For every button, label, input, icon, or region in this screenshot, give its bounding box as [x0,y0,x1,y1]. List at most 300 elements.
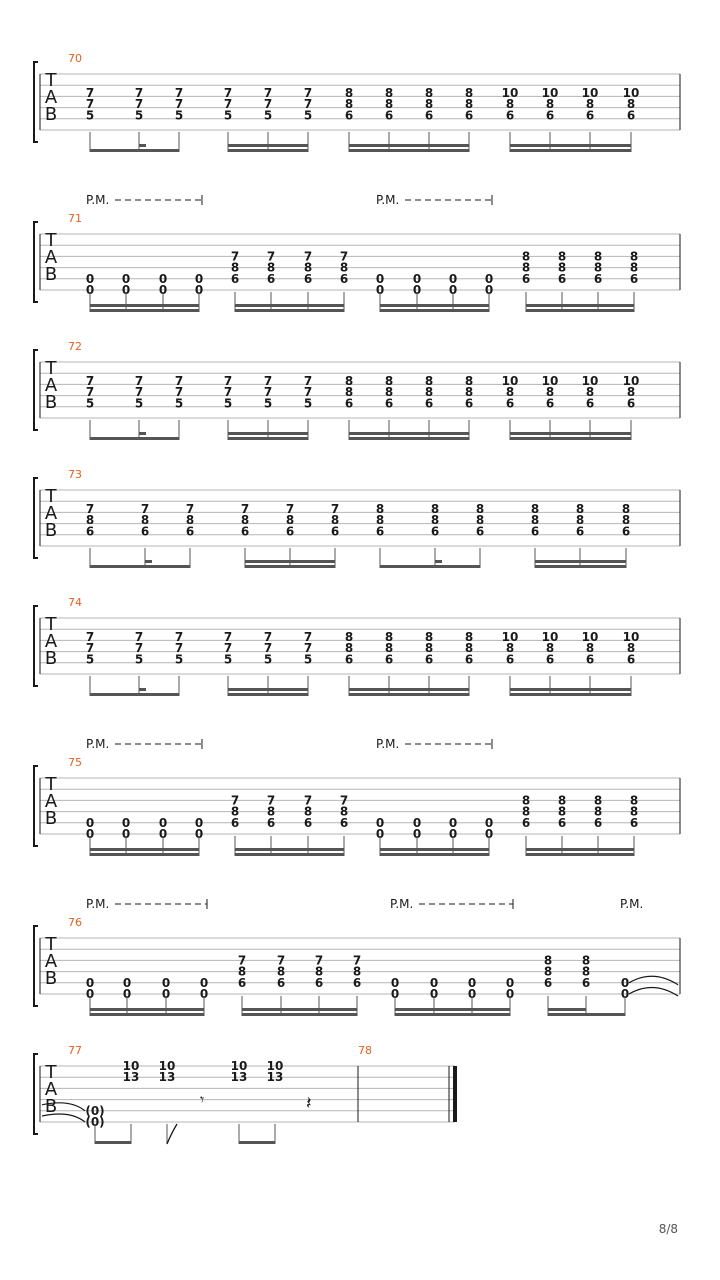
fret-number: 5 [303,652,313,667]
fret-number: 6 [314,975,324,990]
fret-number: 0 [375,815,385,830]
fret-number: 7 [85,86,95,101]
fret-number: 10 [581,374,599,389]
beam [548,1013,625,1016]
fret-number: 7 [134,86,144,101]
fret-number: 8 [344,641,354,656]
fret-number: 0 [158,283,168,297]
fret-number: 0 [484,815,494,830]
beam [242,1013,357,1016]
fret-number: 7 [303,249,313,264]
fret-number: 8 [384,374,394,389]
tab-clef-letter: T [45,934,57,955]
beam [380,309,489,312]
eighth-rest-icon: 𝄾 [200,1089,205,1109]
fret-number: 8 [330,513,340,528]
fret-number: 7 [303,630,313,645]
fret-number: 6 [593,815,603,830]
beam [90,693,179,696]
fret-number: 0 [429,975,439,990]
fret-number: 8 [557,260,567,275]
palm-mute-label: P.M. [376,193,400,207]
fret-number: 6 [626,652,636,667]
beam-secondary [395,1008,510,1011]
tab-clef-letter: B [44,808,58,829]
fret-number: 0 [158,827,168,841]
fret-number: 8 [557,793,567,808]
fret-number: 8 [521,260,531,275]
measure-number: 77 [68,1044,82,1057]
fret-number: 10 [581,86,599,101]
fret-number: 10 [622,86,640,101]
fret-number: 7 [223,630,233,645]
fret-number: 6 [626,396,636,411]
beam [535,565,626,568]
fret-number: 6 [557,815,567,830]
fret-number: 0 [412,271,422,286]
fret-number: 7 [85,97,95,112]
fret-number: 8 [545,385,555,400]
fret-number: 8 [621,513,631,528]
fret-number: 8 [424,641,434,656]
fret-number: 0 [85,827,95,841]
fret-number: 8 [585,641,595,656]
beam [90,1013,204,1016]
fret-number: 7 [263,641,273,656]
fret-number: 6 [530,524,540,539]
measure-number: 70 [68,52,82,65]
fret-number: 7 [134,374,144,389]
beam [510,437,631,440]
fret-number: 8 [185,513,195,528]
fret-number: 0 [505,987,515,1001]
fret-number: 8 [581,953,591,968]
fret-number: 8 [344,385,354,400]
system-bracket [34,1054,38,1134]
fret-number: 7 [223,641,233,656]
fret-number: 0 [122,975,132,990]
fret-number: 8 [505,385,515,400]
tab-clef-letter: A [44,791,58,812]
fret-number: 7 [339,793,349,808]
beam [349,693,469,696]
tie-arc [42,1114,85,1122]
fret-number: 7 [230,249,240,264]
fret-number: 6 [575,524,585,539]
fret-number: 8 [464,641,474,656]
fret-number: 7 [85,630,95,645]
fret-number: 0 [484,271,494,286]
fret-number: 7 [134,630,144,645]
fret-number: 5 [223,108,233,123]
beam [239,1141,275,1144]
fret-number: (0) [85,1103,105,1118]
fret-number: 6 [352,975,362,990]
fret-number: 6 [543,975,553,990]
fret-number: 8 [384,86,394,101]
measure-number: 73 [68,468,82,481]
dotted-beam-stub [139,144,146,147]
beam [510,149,631,152]
fret-number: 8 [375,502,385,517]
fret-number: 7 [263,385,273,400]
fret-number: 6 [593,271,603,286]
beam-secondary [228,432,308,435]
fret-number: 10 [501,86,519,101]
beam-secondary [242,1008,357,1011]
fret-number: 10 [501,374,519,389]
fret-number: 13 [158,1070,176,1085]
fret-number: 0 [412,827,422,841]
fret-number: 8 [424,630,434,645]
system-bracket [34,606,38,686]
tab-clef-letter: T [45,70,57,91]
fret-number: 6 [424,396,434,411]
fret-number: 7 [174,630,184,645]
fret-number: 6 [384,108,394,123]
fret-number: 6 [505,108,515,123]
fret-number: 0 [448,827,458,841]
fret-number: 6 [344,396,354,411]
fret-number: 0 [199,987,209,1001]
fret-number: 8 [230,260,240,275]
fret-number: 0 [121,283,131,297]
fret-number: 7 [263,86,273,101]
fret-number: 7 [314,953,324,968]
palm-mute-label: P.M. [390,897,414,911]
fret-number: 7 [140,502,150,517]
fret-number: 7 [230,793,240,808]
palm-mute-label: P.M. [620,897,644,911]
fret-number: 6 [629,271,639,286]
system-bracket [34,62,38,142]
fret-number: 10 [230,1059,248,1073]
beam-secondary [510,432,631,435]
fret-number: 8 [505,97,515,112]
measure-number: 72 [68,340,82,353]
beam [380,565,480,568]
fret-number: 6 [230,815,240,830]
fret-number: 8 [557,804,567,819]
beam [510,693,631,696]
fret-number: 8 [303,804,313,819]
fret-number: 5 [223,652,233,667]
fret-number: 8 [314,964,324,979]
fret-number: 0 [122,987,132,1001]
beam [380,853,489,856]
fret-number: 6 [285,524,295,539]
fret-number: 8 [629,249,639,264]
fret-number: 6 [521,815,531,830]
fret-number: 6 [85,524,95,539]
fret-number: 8 [344,86,354,101]
fret-number: 7 [266,249,276,264]
beam-secondary [228,144,308,147]
beam-secondary [235,848,344,851]
fret-number: 8 [240,513,250,528]
fret-number: 6 [344,652,354,667]
tab-clef-letter: B [44,968,58,989]
fret-number: 8 [430,502,440,517]
fret-number: 8 [464,630,474,645]
fret-number: 8 [430,513,440,528]
beam-secondary [349,144,469,147]
beam-secondary [228,688,308,691]
fret-number: 7 [174,641,184,656]
beam-secondary [526,304,634,307]
fret-number: 7 [223,86,233,101]
fret-number: 6 [266,271,276,286]
system-bracket [34,766,38,846]
beam-secondary [548,1008,586,1011]
fret-number: 10 [541,374,559,389]
fret-number: 6 [230,271,240,286]
fret-number: 8 [424,374,434,389]
fret-number: 5 [134,396,144,411]
fret-number: 5 [85,652,95,667]
fret-number: 13 [266,1070,284,1085]
fret-number: 0 [161,987,171,1001]
fret-number: 8 [629,793,639,808]
fret-number: 8 [285,513,295,528]
beam-secondary [510,688,631,691]
fret-number: 7 [134,97,144,112]
beam [90,565,190,568]
fret-number: 7 [303,385,313,400]
fret-number: 5 [263,108,273,123]
fret-number: 8 [626,97,636,112]
fret-number: 8 [629,804,639,819]
fret-number: 0 [85,815,95,830]
beam-secondary [90,304,199,307]
fret-number: 6 [521,271,531,286]
tab-clef-letter: A [44,951,58,972]
fret-number: 0 [375,283,385,297]
fret-number: 7 [276,953,286,968]
beam [90,437,179,440]
beam-secondary [90,848,199,851]
fret-number: 8 [475,513,485,528]
fret-number: 0 [85,987,95,1001]
beam-secondary [349,432,469,435]
fret-number: 0 [85,271,95,286]
fret-number: 5 [134,652,144,667]
fret-number: 10 [581,630,599,645]
fret-number: 0 [467,975,477,990]
fret-number: 7 [266,793,276,808]
fret-number: 0 [390,987,400,1001]
measure-number: 74 [68,596,82,609]
eighth-flag [167,1124,177,1144]
fret-number: 7 [303,793,313,808]
fret-number: 8 [375,513,385,528]
fret-number: 6 [140,524,150,539]
fret-number: (0) [85,1115,105,1129]
fret-number: 7 [303,641,313,656]
barline-final-thick [453,1066,457,1122]
fret-number: 8 [575,502,585,517]
fret-number: 8 [545,641,555,656]
fret-number: 7 [223,374,233,389]
fret-number: 0 [375,827,385,841]
fret-number: 0 [121,271,131,286]
beam [235,309,344,312]
fret-number: 6 [384,396,394,411]
fret-number: 7 [285,502,295,517]
tab-clef-letter: A [44,247,58,268]
fret-number: 8 [593,793,603,808]
fret-number: 0 [448,283,458,297]
beam [228,693,308,696]
system-bracket [34,350,38,430]
fret-number: 7 [85,502,95,517]
fret-number: 7 [134,641,144,656]
fret-number: 8 [339,804,349,819]
fret-number: 6 [424,108,434,123]
fret-number: 8 [266,260,276,275]
fret-number: 0 [85,283,95,297]
fret-number: 13 [230,1070,248,1085]
fret-number: 8 [464,385,474,400]
fret-number: 8 [339,260,349,275]
tab-clef-letter: A [44,1079,58,1100]
fret-number: 0 [194,815,204,830]
fret-number: 8 [276,964,286,979]
dotted-beam-stub [435,560,442,563]
beam [228,437,308,440]
fret-number: 7 [330,502,340,517]
fret-number: 6 [621,524,631,539]
fret-number: 0 [121,815,131,830]
beam-secondary [235,304,344,307]
fret-number: 6 [505,652,515,667]
fret-number: 8 [626,385,636,400]
tab-clef-letter: B [44,648,58,669]
beam [349,437,469,440]
fret-number: 8 [140,513,150,528]
tab-clef-letter: B [44,1096,58,1117]
system-bracket [34,478,38,558]
fret-number: 6 [375,524,385,539]
fret-number: 8 [424,385,434,400]
fret-number: 8 [629,260,639,275]
fret-number: 6 [581,975,591,990]
fret-number: 6 [585,652,595,667]
fret-number: 8 [575,513,585,528]
beam-secondary [510,144,631,147]
palm-mute-label: P.M. [376,737,400,751]
fret-number: 7 [303,97,313,112]
fret-number: 6 [585,108,595,123]
beam-secondary [245,560,335,563]
fret-number: 5 [85,108,95,123]
tab-clef-letter: B [44,520,58,541]
fret-number: 6 [330,524,340,539]
fret-number: 10 [266,1059,284,1073]
fret-number: 6 [276,975,286,990]
fret-number: 6 [430,524,440,539]
fret-number: 7 [352,953,362,968]
fret-number: 8 [626,641,636,656]
fret-number: 8 [424,86,434,101]
fret-number: 0 [161,975,171,990]
beam [90,853,199,856]
fret-number: 8 [621,502,631,517]
beam [90,309,199,312]
beam-secondary [380,848,489,851]
fret-number: 8 [530,502,540,517]
beam [349,149,469,152]
fret-number: 6 [545,652,555,667]
tab-clef-letter: B [44,104,58,125]
tab-clef-letter: B [44,392,58,413]
fret-number: 6 [303,815,313,830]
fret-number: 10 [541,630,559,645]
fret-number: 6 [585,396,595,411]
fret-number: 0 [199,975,209,990]
fret-number: 0 [390,975,400,990]
fret-number: 8 [593,260,603,275]
fret-number: 6 [545,396,555,411]
fret-number: 7 [263,97,273,112]
fret-number: 5 [174,108,184,123]
fret-number: 0 [620,975,630,990]
beam [228,149,308,152]
fret-number: 6 [266,815,276,830]
tab-clef-letter: T [45,230,57,251]
dotted-beam-stub [139,688,146,691]
fret-number: 10 [622,630,640,645]
fret-number: 8 [384,630,394,645]
fret-number: 5 [223,396,233,411]
tab-clef-letter: A [44,503,58,524]
fret-number: 0 [484,827,494,841]
fret-number: 6 [185,524,195,539]
fret-number: 7 [223,385,233,400]
fret-number: 8 [505,641,515,656]
fret-number: 8 [384,641,394,656]
fret-number: 6 [557,271,567,286]
fret-number: 7 [303,86,313,101]
tab-clef-letter: T [45,774,57,795]
fret-number: 10 [501,630,519,645]
tab-clef-letter: A [44,375,58,396]
fret-number: 5 [174,652,184,667]
fret-number: 6 [339,271,349,286]
tab-clef-letter: T [45,614,57,635]
fret-number: 0 [448,815,458,830]
fret-number: 6 [626,108,636,123]
fret-number: 8 [352,964,362,979]
tab-clef-letter: T [45,486,57,507]
fret-number: 6 [464,396,474,411]
fret-number: 7 [263,374,273,389]
fret-number: 0 [448,271,458,286]
fret-number: 8 [475,502,485,517]
fret-number: 0 [620,987,630,1001]
measure-number: 75 [68,756,82,769]
fret-number: 8 [85,513,95,528]
fret-number: 7 [223,97,233,112]
fret-number: 7 [134,385,144,400]
fret-number: 0 [429,987,439,1001]
fret-number: 6 [237,975,247,990]
fret-number: 7 [339,249,349,264]
fret-number: 8 [521,249,531,264]
fret-number: 7 [303,374,313,389]
dotted-beam-stub [145,560,152,563]
beam [90,149,179,152]
